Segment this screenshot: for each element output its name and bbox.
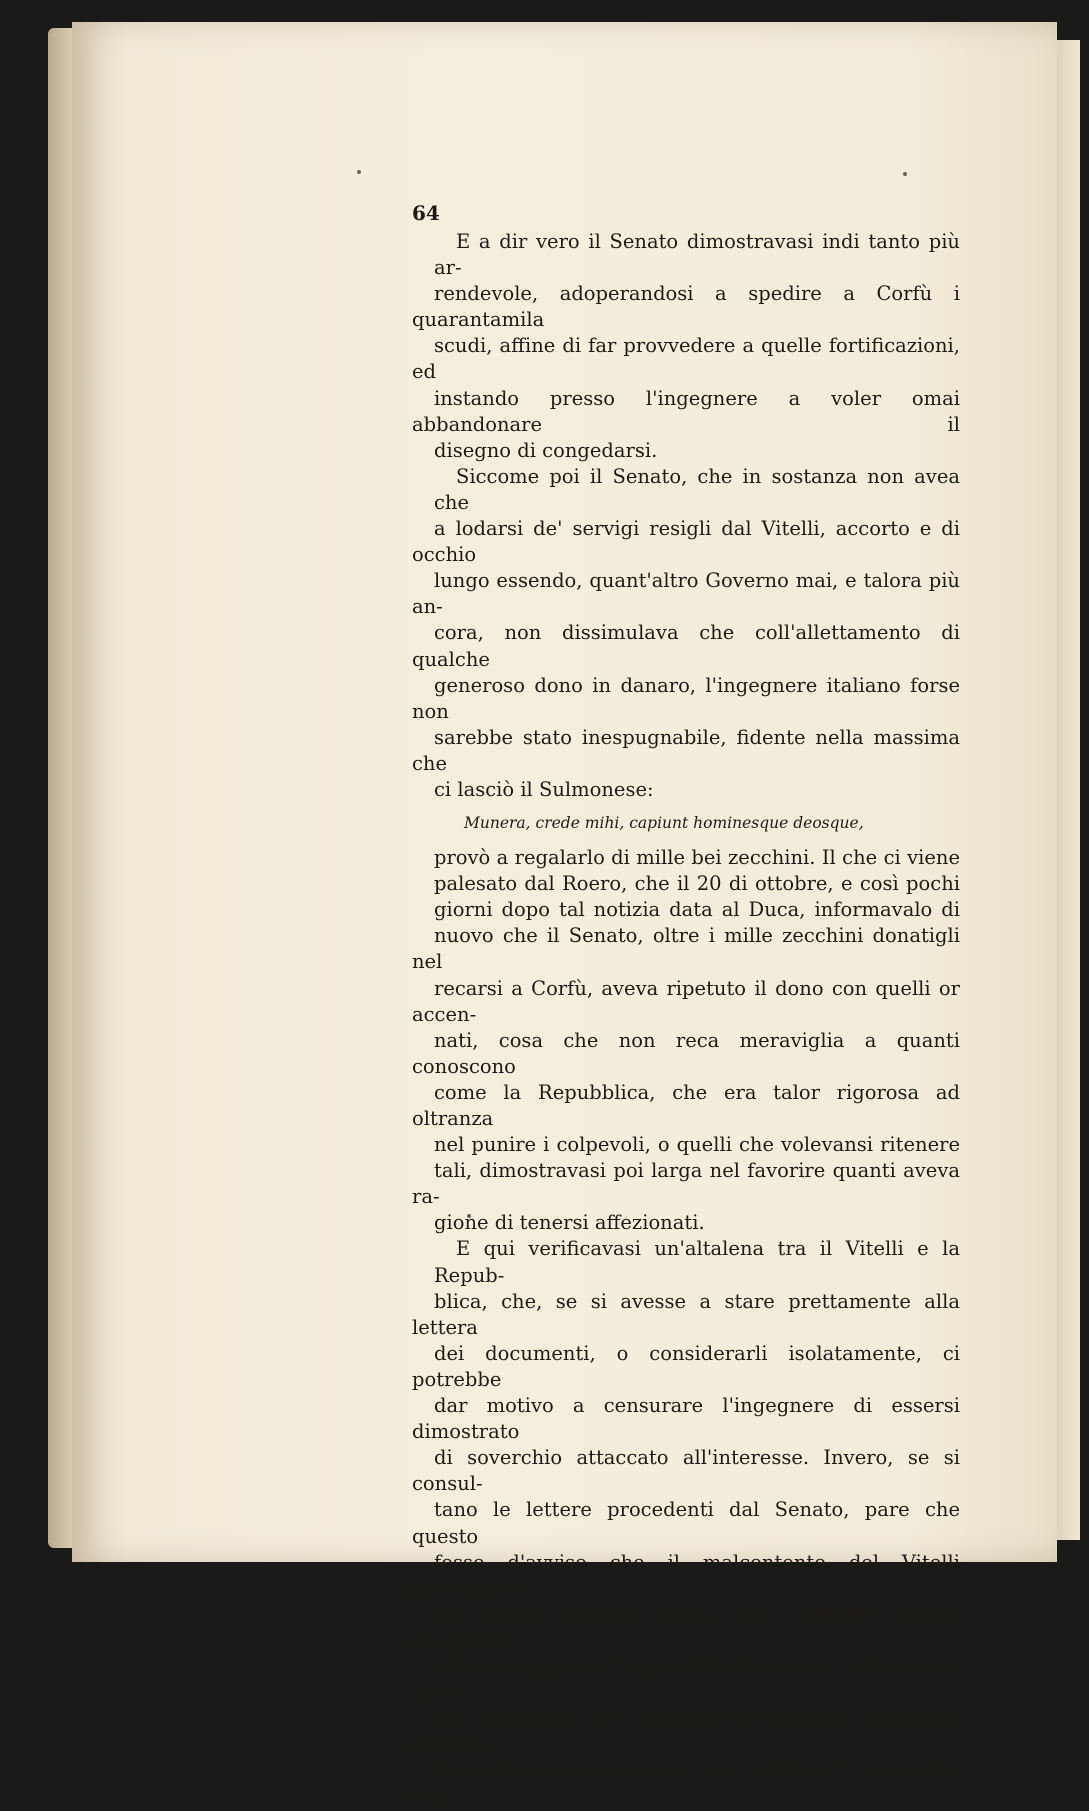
text-line: nati, cosa che non reca meraviglia a quanti conoscono <box>412 1028 960 1078</box>
text-line: palesato dal Roero, che il 20 di ottobre, e così pochi <box>434 872 960 896</box>
text-line: instando presso l'ingegnere a voler omai abbandonare il <box>412 386 960 436</box>
text-line: tano le lettere procedenti dal Senato, pare che questo <box>412 1498 960 1548</box>
ink-speck <box>903 172 907 176</box>
ink-speck <box>357 170 361 174</box>
text-line: di un far cavalleresco, e non intinte di mercantile inte- <box>412 1759 960 1809</box>
text-line: generoso dono in danaro, l'ingegnere italiano forse non <box>412 673 960 723</box>
text-line: cora, non dissimulava che coll'allettamento di qualche <box>412 621 960 671</box>
paragraphs-before-quote <box>412 229 960 803</box>
text-line: recarsi a Corfù, aveva ripetuto il dono con quelli or accen- <box>412 976 960 1026</box>
text-line: E qui verificavasi un'altalena tra il Vitelli e la Repub- <box>434 1237 960 1287</box>
text-line: di soverchio attaccato all'interesse. Invero, se si consul- <box>412 1446 960 1496</box>
text-line: disegno di congedarsi. <box>434 438 658 462</box>
text-line: pre uniforme nel sollevare le antiche lagnanze, rivestite <box>412 1707 960 1757</box>
paragraph <box>412 845 960 1236</box>
text-line: ci lasciò il Sulmonese: <box>434 777 654 801</box>
text-line: scudi, affine di far provvedere a quelle fortificazioni, ed <box>412 334 960 384</box>
text-line: dei documenti, o considerarli isolatamente, ci potrebbe <box>412 1341 960 1391</box>
page-text <box>412 200 960 1811</box>
text-line: laddove leggendo l'epistolario di questo, lo troviamo sem- <box>412 1654 960 1705</box>
text-line: tali, dimostravasi poi larga nel favorire quanti aveva ra- <box>412 1159 960 1209</box>
text-line: lungo essendo, quant'altro Governo mai, e talora più an- <box>412 569 960 619</box>
text-line: sarebbe stato inespugnabile, fidente nella massima che <box>412 725 960 775</box>
text-line: provò a regalarlo di mille bei zecchini. Il che ci viene <box>434 846 960 870</box>
paragraph <box>412 1236 960 1810</box>
text-line: nuovo che il Senato, oltre i mille zecchini donatigli nel <box>412 924 960 974</box>
text-line: E a dir vero il Senato dimostravasi indi tanto più ar- <box>434 230 960 280</box>
text-line: a lodarsi de' servigi resigli dal Vitelli, accorto e di occhio <box>412 517 960 567</box>
text-line: Siccome poi il Senato, che in sostanza non avea che <box>434 464 960 514</box>
paragraph <box>412 229 960 464</box>
text-line: rendevole, adoperandosi a spedire a Corfù i quarantamila <box>412 282 960 332</box>
latin-quote: Munera, crede mihi, capiunt hominesque deosque, <box>464 814 864 833</box>
paragraphs-after-quote <box>412 845 960 1810</box>
paragraph <box>412 464 960 803</box>
text-line: come la Repubblica, che era talor rigorosa ad oltranza <box>412 1080 960 1130</box>
page-number: 64 <box>412 201 440 225</box>
text-line: gione di tenersi affezionati. <box>434 1211 705 1235</box>
text-line: blica, che, se si avesse a stare prettamente alla lettera <box>412 1289 960 1339</box>
text-line: fosse d'avviso che il malcontento del Vitelli provenisse <box>412 1550 960 1600</box>
text-line: giorni dopo tal notizia data al Duca, informavalo di <box>434 898 960 922</box>
text-line: da nuova astuzia, usata per ottenere premî maggiori, <box>412 1602 960 1652</box>
text-line: nel punire i colpevoli, o quelli che volevansi ritenere <box>434 1133 960 1157</box>
text-line: dar motivo a censurare l'ingegnere di essersi dimostrato <box>412 1394 960 1444</box>
